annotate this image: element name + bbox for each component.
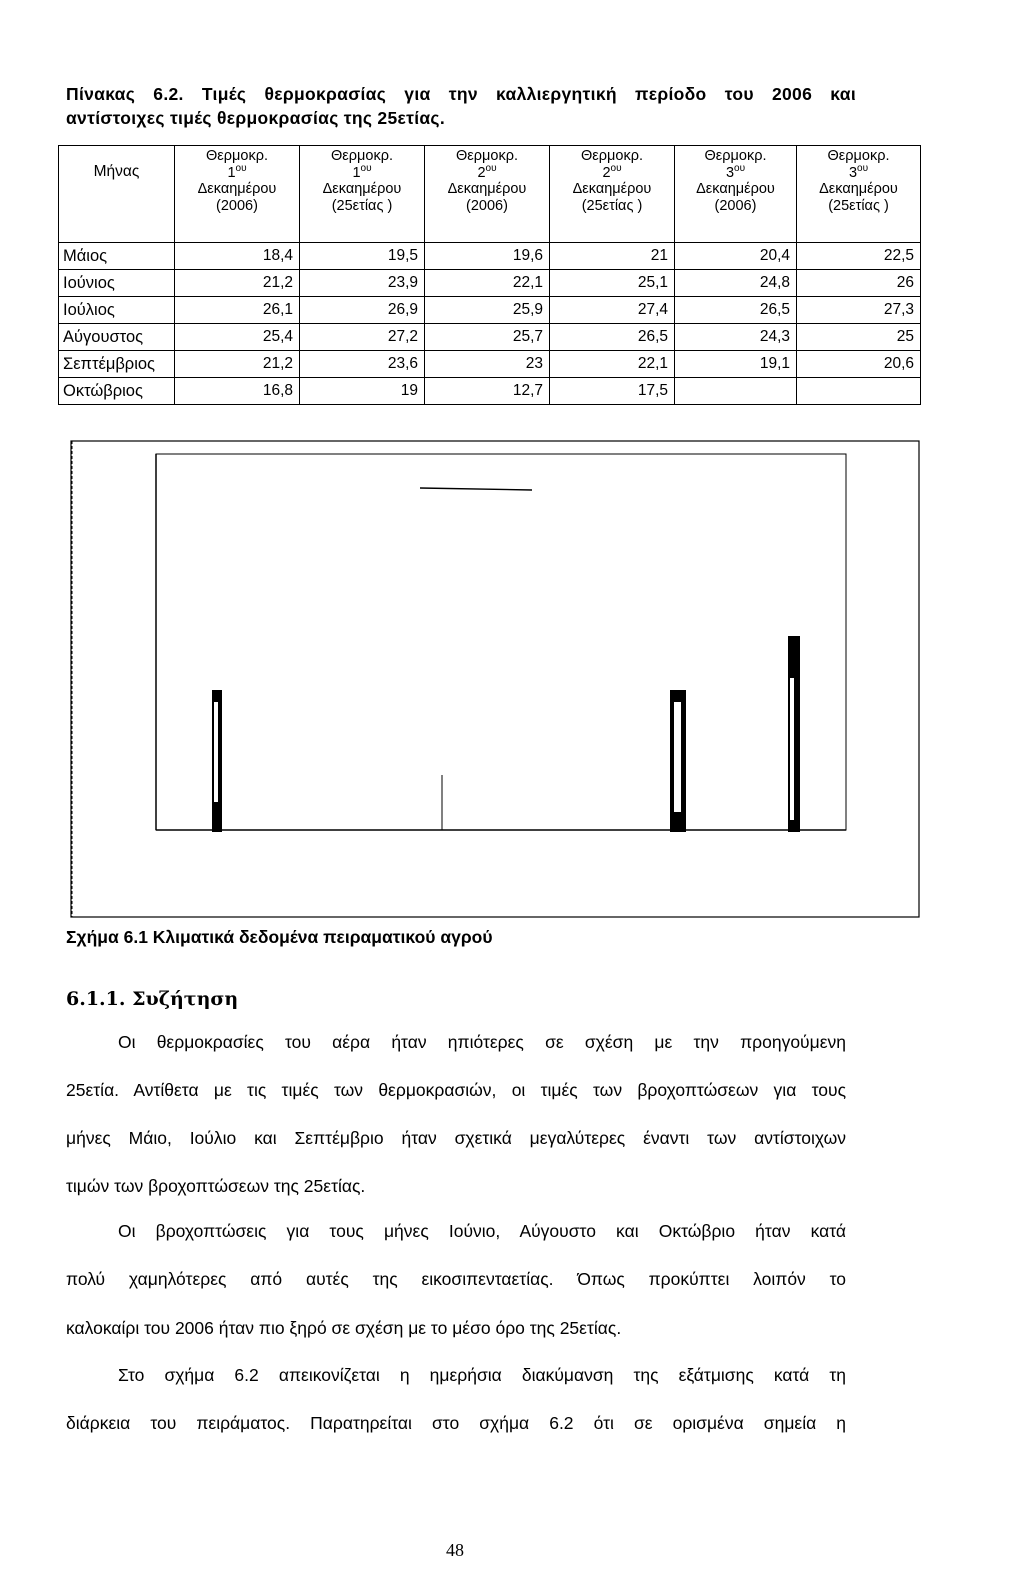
table-caption <box>66 82 856 130</box>
value-cell: 21,2 <box>175 270 300 297</box>
bar-middle-highlight <box>674 702 681 812</box>
header-suffix: ου <box>610 162 622 174</box>
header-period <box>300 162 424 182</box>
header-line: Θερμοκρ. <box>331 148 393 164</box>
value-cell: 26 <box>797 270 921 297</box>
value-cell: 20,4 <box>675 243 797 270</box>
header-line: Θερμοκρ. <box>827 148 890 164</box>
header-line: Δεκαημέρου <box>572 181 652 197</box>
value-cell: 23,6 <box>300 351 425 378</box>
column-header <box>300 146 425 243</box>
header-suffix: ου <box>360 162 372 174</box>
paragraph-line: Στο σχήμα 6.2 απεικονίζεται η ημερήσια διακύμανση της εξάτμισης κατά τη <box>118 1365 846 1385</box>
section-title: 6.1.1. Συζήτηση <box>66 988 239 1010</box>
header-number: 3 <box>848 164 858 181</box>
paragraph-line: πολύ χαμηλότερες από αυτές της εικοσιπενταετίας. Όπως προκύπτει λοιπόν το <box>66 1269 846 1289</box>
value-cell <box>797 378 921 405</box>
value-cell: 27,3 <box>797 297 921 324</box>
value-cell: 25,1 <box>550 270 675 297</box>
header-line: (2006) <box>466 197 508 214</box>
month-cell: Σεπτέμβριος <box>59 351 175 378</box>
value-cell: 24,8 <box>675 270 797 297</box>
header-line: (25ετίας ) <box>828 197 889 214</box>
paragraph-line: Οι θερμοκρασίες του αέρα ήταν ηπιότερες σε σχέση με την προηγούμενη <box>118 1032 846 1052</box>
climate-figure <box>70 440 920 918</box>
header-suffix: ου <box>485 162 497 174</box>
value-cell: 26,5 <box>675 297 797 324</box>
header-number: 1 <box>352 164 361 181</box>
header-period <box>175 162 299 182</box>
value-cell: 22,1 <box>425 270 550 297</box>
value-cell: 19 <box>300 378 425 405</box>
value-cell: 27,4 <box>550 297 675 324</box>
bar-right-highlight <box>790 678 794 820</box>
value-cell: 19,5 <box>300 243 425 270</box>
table-row <box>59 297 921 324</box>
paragraph-line: καλοκαίρι του 2006 ήταν πιο ξηρό σε σχέση με το μέσο όρο της 25ετίας. <box>66 1318 622 1338</box>
value-cell: 25,7 <box>425 324 550 351</box>
value-cell: 22,1 <box>550 351 675 378</box>
value-cell: 12,7 <box>425 378 550 405</box>
header-period <box>550 162 674 182</box>
header-line: Θερμοκρ. <box>704 148 767 164</box>
legend-stroke <box>420 488 532 490</box>
page-number: 48 <box>446 1540 464 1560</box>
table-row <box>59 351 921 378</box>
value-cell: 23 <box>425 351 550 378</box>
value-cell: 17,5 <box>550 378 675 405</box>
header-line: Δεκαημέρου <box>197 181 277 197</box>
month-cell: Μάιος <box>59 243 175 270</box>
header-line: (2006) <box>714 197 757 214</box>
header-period <box>425 162 549 182</box>
value-cell: 19,6 <box>425 243 550 270</box>
header-suffix: ου <box>857 162 869 174</box>
table-header-row <box>59 146 921 243</box>
value-cell <box>675 378 797 405</box>
figure-drawing <box>70 440 920 918</box>
header-number: 2 <box>602 164 611 181</box>
column-header <box>675 146 797 243</box>
table-caption-line-2: αντίστοιχες τιμές θερμοκρασίας της 25ετίας. <box>66 108 445 128</box>
figure-caption: Σχήμα 6.1 Κλιματικά δεδομένα πειραματικού αγρού <box>66 927 493 947</box>
column-header <box>550 146 675 243</box>
header-number: 1 <box>227 164 236 181</box>
month-cell: Ιούνιος <box>59 270 175 297</box>
month-column-header: Μήνας <box>59 146 175 243</box>
header-period <box>797 162 920 182</box>
header-number: 3 <box>725 164 735 181</box>
value-cell: 24,3 <box>675 324 797 351</box>
header-line: Δεκαημέρου <box>322 181 402 197</box>
header-suffix: ου <box>235 162 247 174</box>
column-header <box>425 146 550 243</box>
header-line: Θερμοκρ. <box>206 148 268 164</box>
value-cell: 26,1 <box>175 297 300 324</box>
value-cell: 25,4 <box>175 324 300 351</box>
table-row <box>59 378 921 405</box>
value-cell: 27,2 <box>300 324 425 351</box>
header-line: (25ετίας ) <box>331 197 393 214</box>
bar-left-highlight <box>214 702 218 802</box>
header-line: Θερμοκρ. <box>456 148 518 164</box>
plot-area-frame <box>156 454 846 830</box>
month-cell: Ιούλιος <box>59 297 175 324</box>
header-line: Δεκαημέρου <box>696 181 775 197</box>
value-cell: 25,9 <box>425 297 550 324</box>
table-row <box>59 324 921 351</box>
value-cell: 26,5 <box>550 324 675 351</box>
value-cell: 21 <box>550 243 675 270</box>
paragraph-line: μήνες Μάιο, Ιούλιο και Σεπτέμβριο ήταν σχετικά μεγαλύτερες έναντι των αντίστοιχων <box>66 1128 846 1148</box>
month-cell: Αύγουστος <box>59 324 175 351</box>
header-line: (25ετίας ) <box>581 197 643 214</box>
month-cell: Οκτώβριος <box>59 378 175 405</box>
header-line: Δεκαημέρου <box>819 181 898 197</box>
temperature-table <box>58 145 921 405</box>
header-line: (2006) <box>216 197 258 214</box>
header-suffix: ου <box>734 162 746 174</box>
paragraph-line: Οι βροχοπτώσεις για τους μήνες Ιούνιο, Αύγουστο και Οκτώβριο ήταν κατά <box>118 1221 846 1241</box>
value-cell: 23,9 <box>300 270 425 297</box>
value-cell: 25 <box>797 324 921 351</box>
header-number: 2 <box>477 164 486 181</box>
column-header <box>175 146 300 243</box>
value-cell: 16,8 <box>175 378 300 405</box>
value-cell: 22,5 <box>797 243 921 270</box>
value-cell: 20,6 <box>797 351 921 378</box>
value-cell: 19,1 <box>675 351 797 378</box>
header-line: Θερμοκρ. <box>581 148 643 164</box>
table-row <box>59 243 921 270</box>
column-header <box>797 146 921 243</box>
paragraph-line: τιμών των βροχοπτώσεων της 25ετίας. <box>66 1176 366 1196</box>
paragraph-line: διάρκεια του πειράματος. Παρατηρείται στο σχήμα 6.2 ότι σε ορισμένα σημεία η <box>66 1413 846 1433</box>
value-cell: 18,4 <box>175 243 300 270</box>
paragraph-line: 25ετία. Αντίθετα με τις τιμές των θερμοκρασιών, οι τιμές των βροχοπτώσεων για τους <box>66 1080 846 1100</box>
table-caption-line-1: Πίνακας 6.2. Τιμές θερμοκρασίας για την καλλιεργητική περίοδο του 2006 και <box>66 84 856 104</box>
value-cell: 21,2 <box>175 351 300 378</box>
table-row <box>59 270 921 297</box>
value-cell: 26,9 <box>300 297 425 324</box>
header-period <box>675 162 796 182</box>
header-line: Δεκαημέρου <box>447 181 527 197</box>
